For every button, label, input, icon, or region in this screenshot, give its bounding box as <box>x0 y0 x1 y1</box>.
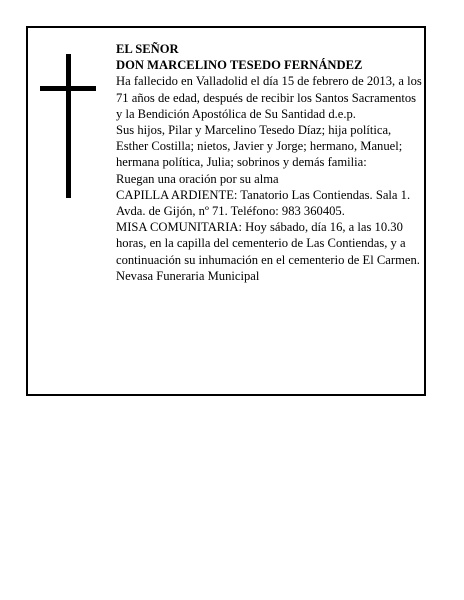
mass-info: MISA COMUNITARIA: Hoy sábado, día 16, a las 10.30 horas, en la capilla del cementerio de Las Contiendas, y a continuación su inhumación en el cementerio de El Carmen. <box>116 220 420 267</box>
cross-icon <box>40 54 96 198</box>
family-members: Sus hijos, Pilar y Marcelino Tesedo Díaz; hija política, Esther Costilla; nietos, Javier y Jorge; hermano, Manuel; hermana política, Julia; sobrinos y demás familia: <box>116 123 403 170</box>
funeral-chapel-info: CAPILLA ARDIENTE: Tanatorio Las Contiendas. Sala 1. Avda. de Gijón, nº 71. Teléfono: 983 360405. <box>116 187 411 219</box>
cross-horizontal-bar <box>40 86 96 91</box>
notice-title: EL SEÑOR <box>116 42 179 56</box>
prayer-request: Ruegan una oración por su alma <box>116 171 279 186</box>
death-announcement: Ha fallecido en Valladolid el día 15 de febrero de 2013, a los 71 años de edad, después de recibir los Santos Sacramentos y la Bendición Apostólica de Su Santidad d.e.p. <box>116 74 422 121</box>
cross-vertical-bar <box>66 54 71 198</box>
funeral-home: Nevasa Funeraria Municipal <box>116 268 260 283</box>
notice-text <box>116 41 424 284</box>
deceased-name: DON MARCELINO TESEDO FERNÁNDEZ <box>116 58 363 73</box>
obituary-notice <box>26 26 426 396</box>
